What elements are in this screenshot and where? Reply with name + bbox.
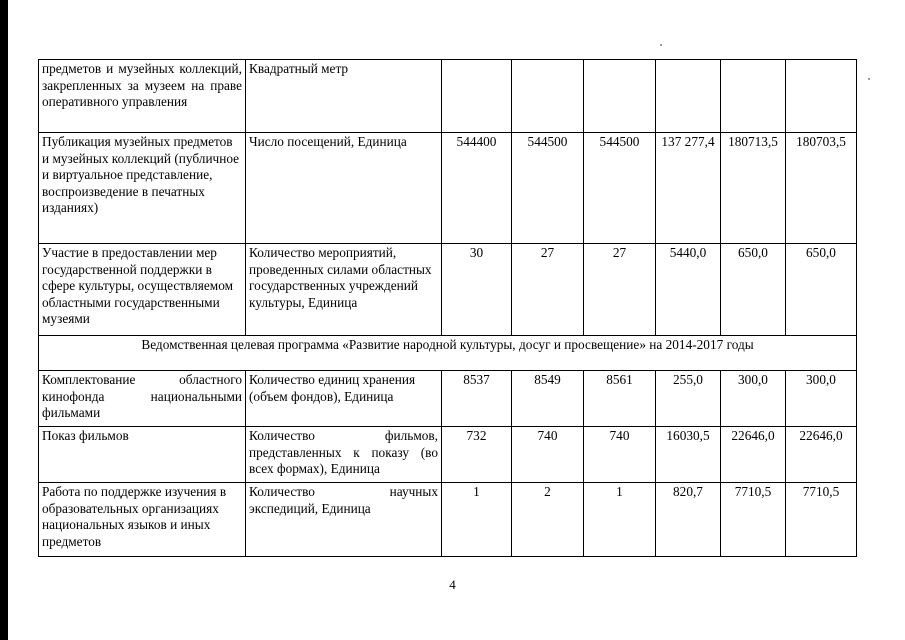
value-cell: 820,7: [656, 483, 721, 557]
table-row: [39, 483, 857, 557]
unit-cell: Квадратный метр: [246, 60, 442, 133]
value-cell: 22646,0: [786, 427, 857, 483]
table-row: [39, 133, 857, 244]
value-cell: [512, 60, 584, 133]
service-name-cell: Показ фильмов: [39, 427, 246, 483]
value-cell: [584, 60, 656, 133]
value-cell: 300,0: [786, 371, 857, 427]
value-cell: 650,0: [786, 244, 857, 336]
value-cell: 732: [442, 427, 512, 483]
unit-cell: Количество мероприятий, проведенных силами областных государственных учреждений культуры, Единица: [246, 244, 442, 336]
value-cell: 255,0: [656, 371, 721, 427]
table-row: [39, 427, 857, 483]
value-cell: 7710,5: [721, 483, 786, 557]
indicators-table: [38, 59, 857, 557]
value-cell: [786, 60, 857, 133]
value-cell: 22646,0: [721, 427, 786, 483]
scan-speck: [868, 78, 870, 80]
table-row: [39, 371, 857, 427]
value-cell: 180713,5: [721, 133, 786, 244]
unit-cell: Количество научных экспедиций, Единица: [246, 483, 442, 557]
scan-binding-edge: [0, 0, 8, 640]
value-cell: 544400: [442, 133, 512, 244]
value-cell: 8537: [442, 371, 512, 427]
value-cell: 740: [584, 427, 656, 483]
value-cell: 8549: [512, 371, 584, 427]
value-cell: 8561: [584, 371, 656, 427]
unit-cell: Число посещений, Единица: [246, 133, 442, 244]
value-cell: 27: [512, 244, 584, 336]
value-cell: 2: [512, 483, 584, 557]
value-cell: 180703,5: [786, 133, 857, 244]
value-cell: [656, 60, 721, 133]
value-cell: 650,0: [721, 244, 786, 336]
table-row: [39, 244, 857, 336]
value-cell: 16030,5: [656, 427, 721, 483]
value-cell: [442, 60, 512, 133]
value-cell: 7710,5: [786, 483, 857, 557]
service-name-cell: Публикация музейных предметов и музейных коллекций (публичное и виртуальное представление, воспроизведение в печатных изданиях): [39, 133, 246, 244]
value-cell: 544500: [512, 133, 584, 244]
value-cell: 740: [512, 427, 584, 483]
value-cell: 544500: [584, 133, 656, 244]
value-cell: 300,0: [721, 371, 786, 427]
section-title: Ведомственная целевая программа «Развитие народной культуры, досуг и просвещение» на 2014-2017 годы: [39, 336, 857, 371]
scan-speck: [660, 44, 662, 46]
value-cell: 27: [584, 244, 656, 336]
page-number: 4: [449, 577, 456, 592]
value-cell: 1: [442, 483, 512, 557]
service-name-cell: Участие в предоставлении мер государственной поддержки в сфере культуры, осуществляемом областными государственными музеями: [39, 244, 246, 336]
table-row: [39, 60, 857, 133]
value-cell: 137 277,4: [656, 133, 721, 244]
value-cell: [721, 60, 786, 133]
service-name-cell: предметов и музейных коллекций, закрепленных за музеем на праве оперативного управления: [39, 60, 246, 133]
service-name-cell: Работа по поддержке изучения в образовательных организациях национальных языков и иных предметов: [39, 483, 246, 557]
section-row: [39, 336, 857, 371]
service-name-cell: Комплектование областного кинофонда национальными фильмами: [39, 371, 246, 427]
value-cell: 1: [584, 483, 656, 557]
unit-cell: Количество единиц хранения (объем фондов), Единица: [246, 371, 442, 427]
value-cell: 5440,0: [656, 244, 721, 336]
value-cell: 30: [442, 244, 512, 336]
unit-cell: Количество фильмов, представленных к показу (во всех формах), Единица: [246, 427, 442, 483]
